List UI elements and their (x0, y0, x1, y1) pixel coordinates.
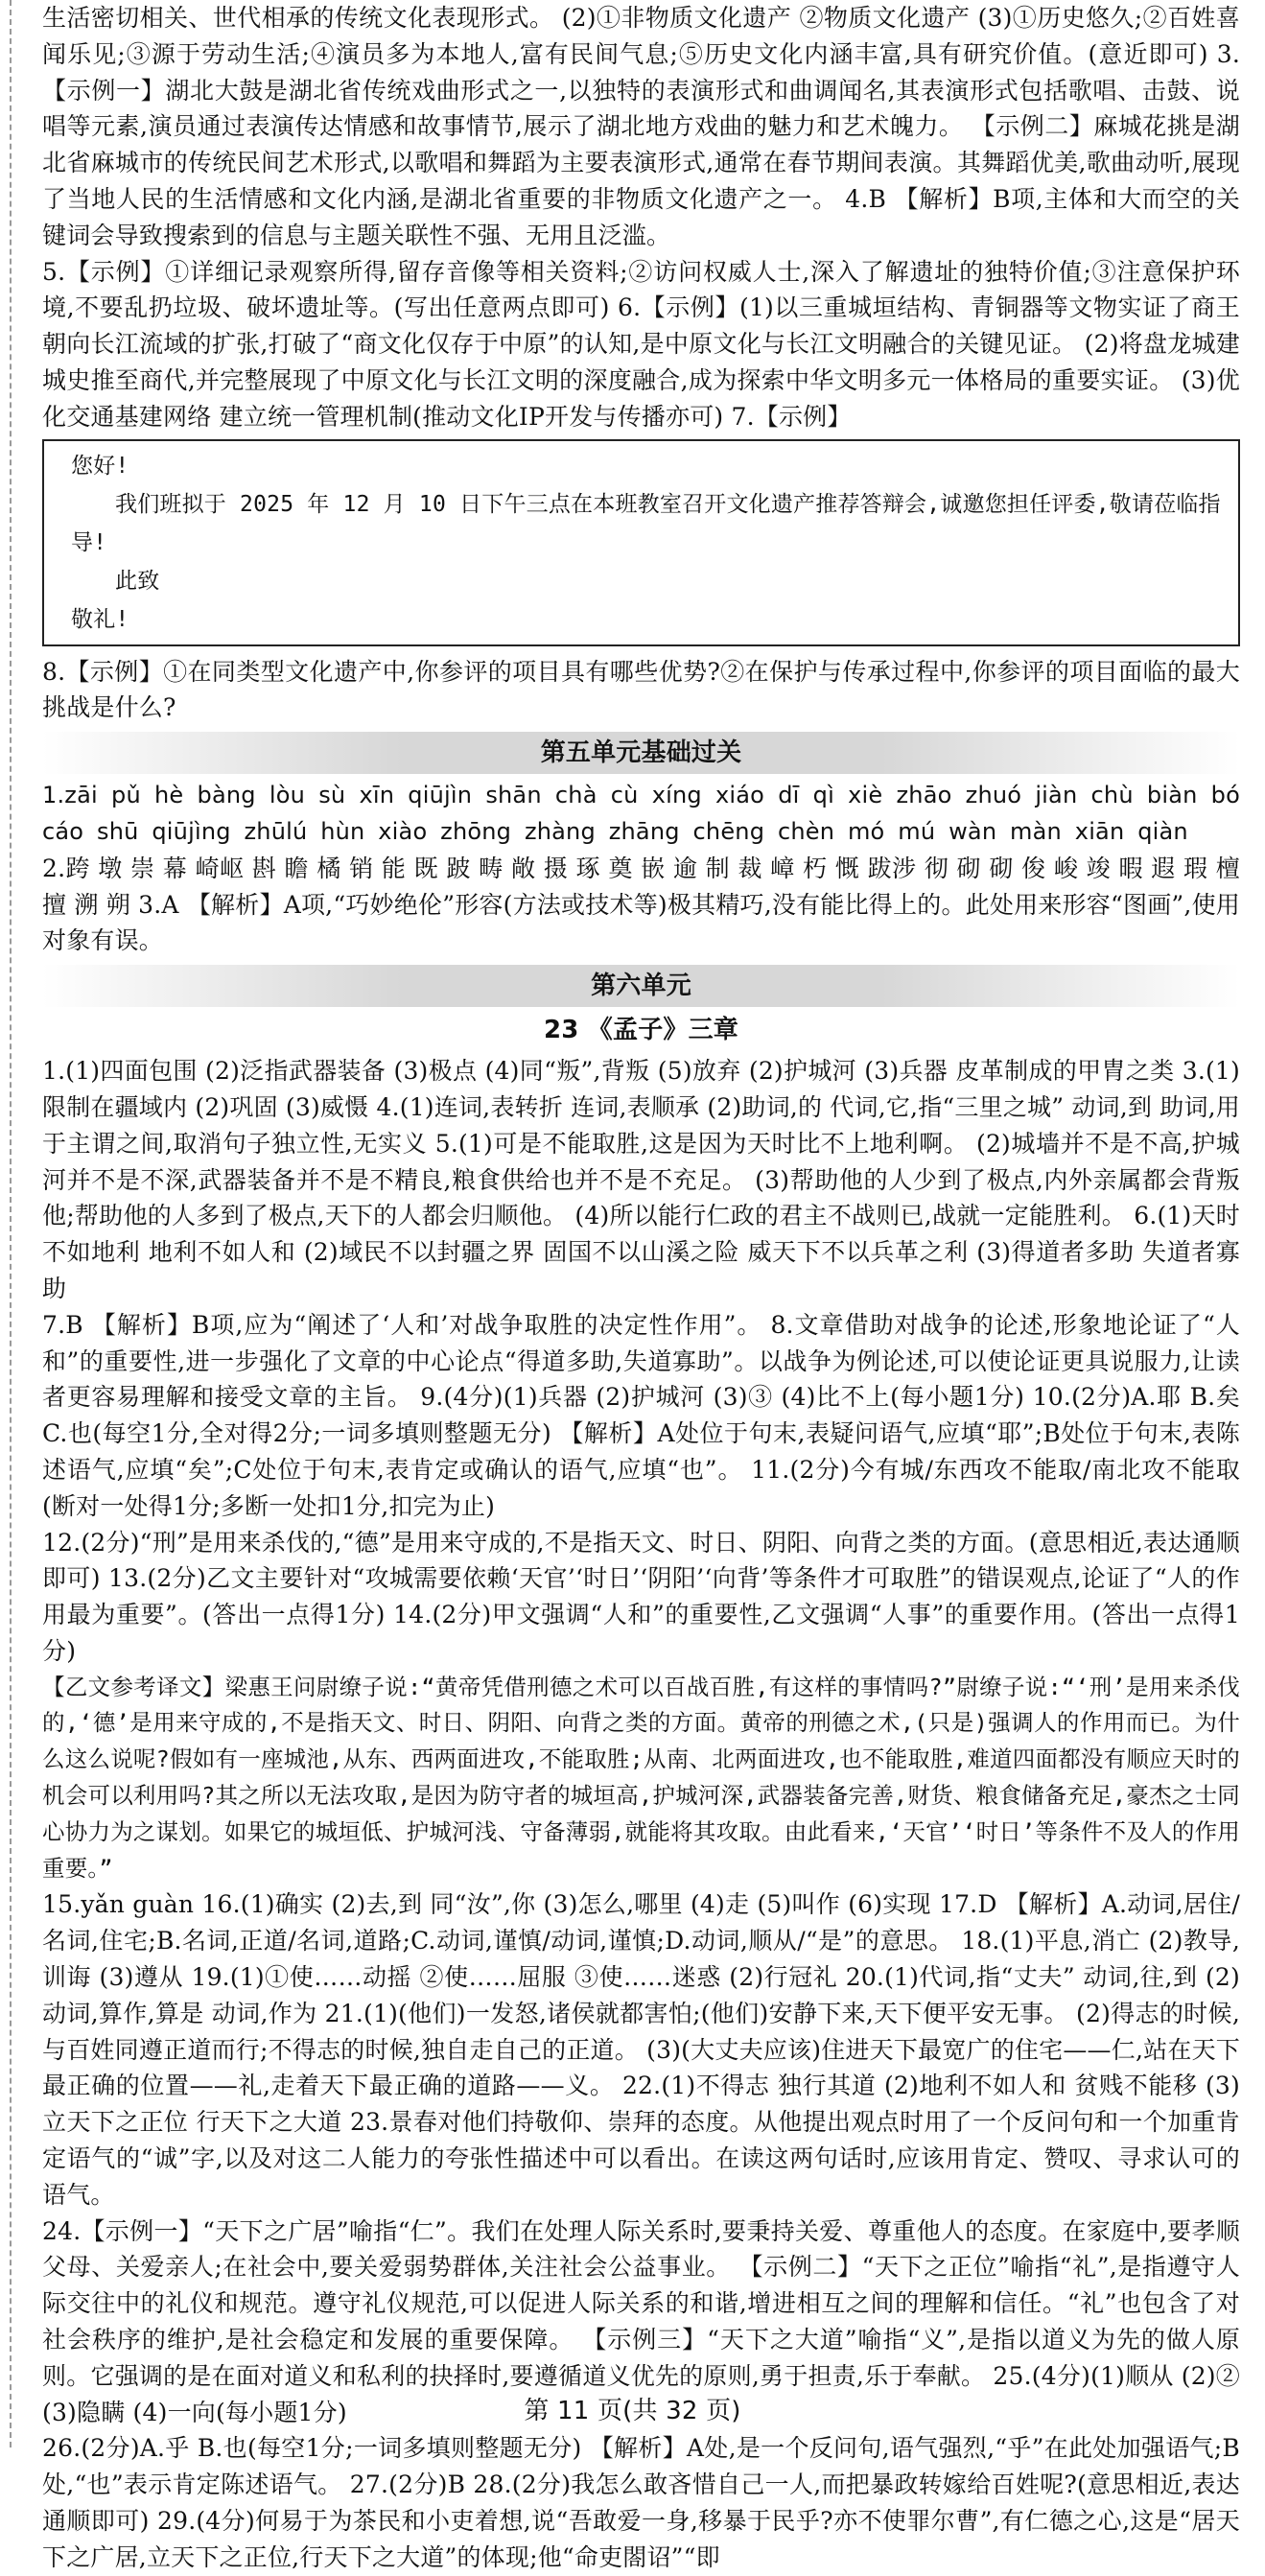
unit5-pinyin: 1.zāi pǔ hè bàng lòu sù xīn qiūjìn shān chà cù xíng xiáo dī qì xiè zhāo zhuó jiàn chù biàn bó cáo shū qiūjìng zhūlú hùn xiào zhōng zhàng zhāng chēng chèn mó mú wàn màn xiān qiàn (42, 782, 1240, 845)
item-8-answer: 8.【示例】①在同类型文化遗产中,你参评的项目具有哪些优势?②在保护与传承过程中,你参评的项目面临的最大挑战是什么? (42, 657, 1240, 722)
invitation-letter-box (42, 439, 1240, 646)
lesson-23-answers-4: 15.yǎn guàn 16.(1)确实 (2)去,到 同“汝”,你 (3)怎么,哪里 (4)走 (5)叫作 (6)实现 17.D 【解析】A.动词,居住/名词,住宅;B.名词,正道/名词,道路;C.动词,谨慎/动词,谨慎;D.动词,顺从/“是”的意思。 18.(1)平息,消亡 (2)教导,训诲 (3)遵从 19.(1)①使……动摇 ②使……屈服 ③使……迷惑 (2)行冠礼 20.(1)代词,指“丈夫” 动词,往,到 (2)动词,算作,算是 动词,作为 21.(1)(他们)一发怒,诸侯就都害怕;(他们)安静下来,天下便平安无事。 (2)得志的时候,与百姓同遵正道而行;不得志的时候,独自走自己的正道。 (3)(大丈夫应该)住进天下最宽广的住宅——仁,站在天下最正确的位置——礼,走着天下最正确的道路——义。 22.(1)不得志 独行其道 (2)地利不如人和 贫贱不能移 (3)立天下之正位 行天下之大道 23.景春对他们持敬仰、崇拜的态度。从他提出观点时用了一个反问句和一个加重肯定语气的“诚”字,以及对这二人能力的夸张性描述中可以看出。在读这两句话时,应该用肯定、赞叹、寻求认可的语气。 (42, 1890, 1240, 2209)
lesson-23-answers-2: 7.B 【解析】B项,应为“阐述了‘人和’对战争取胜的决定性作用”。 8.文章借助对战争的论述,形象地论证了“人和”的重要性,进一步强化了文章的中心论点“得道多助,失道寡助”。以战争为例论述,可以使论证更具说服力,让读者更容易理解和接受文章的主旨。 9.(4分)(1)兵器 (2)护城河 (3)③ (4)比不上(每小题1分) 10.(2分)A.耶 B.矣 C.也(每空1分,全对得2分;一词多填则整题无分) 【解析】A处位于句末,表疑问语气,应填“耶”;B处位于句末,表陈述语气,应填“矣”;C处位于句末,表肯定或确认的语气,应填“也”。 11.(2分)今有城/东西攻不能取/南北攻不能取(断对一处得1分;多断一处扣1分,扣完为止) (42, 1310, 1240, 1520)
binding-cut-line (10, 0, 12, 2447)
lesson-23-answers-5: 24.【示例一】“天下之广居”喻指“仁”。我们在处理人际关系时,要秉持关爱、尊重他人的态度。在家庭中,要孝顺父母、关爱亲人;在社会中,要关爱弱势群体,关注社会公益事业。 【示例二】“天下之正位”喻指“礼”,是指遵守人际交往中的礼仪和规范。遵守礼仪规范,可以促进人际关系的和谐,增进相互之间的理解和信任。“礼”也包含了对社会秩序的维护,是社会稳定和发展的重要保障。 【示例三】“天下之大道”喻指“义”,是指以道义为先的做人原则。它强调的是在面对道义和私利的抉择时,要遵循道义优先的原则,勇于担责,乐于奉献。 25.(4分)(1)顺从 (2)② (3)隐瞒 (4)一向(每小题1分) (42, 2216, 1240, 2426)
unit4-answers-1: 生活密切相关、世代相承的传统文化表现形式。 (2)①非物质文化遗产 ②物质文化遗产 (3)①历史悠久;②百姓喜闻乐见;③源于劳动生活;④演员多为本地人,富有民间气息;⑤历史文化内涵丰富,具有研究价值。(意近即可) 3.【示例一】湖北大鼓是湖北省传统戏曲形式之一,以独特的表演形式和曲调闻名,其表演形式包括歌唱、击鼓、说唱等元素,演员通过表演传达情感和故事情节,展示了湖北地方戏曲的魅力和艺术魄力。 【示例二】麻城花挑是湖北省麻城市的传统民间艺术形式,以歌唱和舞蹈为主要表演形式,通常在春节期间表演。其舞蹈优美,歌曲动听,展现了当地人民的生活情感和文化内涵,是湖北省重要的非物质文化遗产之一。 4.B 【解析】B项,主体和大而空的关键词会导致搜索到的信息与主题关联性不强、无用且泛滥。 (42, 4, 1240, 249)
letter-closing-2: 敬礼! (71, 606, 129, 632)
page-footer: 第 11 页(共 32 页) (524, 2397, 741, 2426)
unit5-title: 第五单元基础过关 (42, 732, 1240, 774)
unit4-answers-2: 5.【示例】①详细记录观察所得,留存音像等相关资料;②访问权威人士,深入了解遗址的独特价值;③注意保护环境,不要乱扔垃圾、破坏遗址等。(写出任意两点即可) 6.【示例】(1)以三重城垣结构、青铜器等文物实证了商王朝向长江流域的扩张,打破了“商文化仅存于中原”的认知,是中原文化与长江文明融合的关键见证。 (2)将盘龙城建城史推至商代,并完整展现了中原文化与长江文明的深度融合,成为探索中华文明多元一体格局的重要实证。 (3)优化交通基建网络 建立统一管理机制(推动文化IP开发与传播亦可) 7.【示例】 (42, 257, 1240, 431)
letter-greeting: 您好! (71, 453, 129, 479)
lesson-23-title: 23 《孟子》三章 (543, 1016, 739, 1045)
unit6-title: 第六单元 (42, 965, 1240, 1007)
lesson-23-answers-1: 1.(1)四面包围 (2)泛指武器装备 (3)极点 (4)同“叛”,背叛 (5)放弃 (2)护城河 (3)兵器 皮革制成的甲胄之类 3.(1)限制在疆域内 (2)巩固 (3)威慑 4.(1)连词,表转折 连词,表顺承 (2)助词,的 代词,它,指“三里之城” 动词,到 助词,用于主谓之间,取消句子独立性,无实义 5.(1)可是不能取胜,这是因为天时比不上地利啊。 (2)城墙并不是不高,护城河并不是不深,武器装备并不是不精良,粮食供给也并不是不充足。 (3)帮助他的人少到了极点,内外亲属都会背叛他;帮助他的人多到了极点,天下的人都会归顺他。 (4)所以能行仁政的君主不战则已,战就一定能胜利。 6.(1)天时不如地利 地利不如人和 (2)域民不以封疆之界 固国不以山溪之险 威天下不以兵革之利 (3)得道者多助 失道者寡助 (42, 1057, 1240, 1302)
letter-body: 我们班拟于 2025 年 12 月 10 日下午三点在本班教室召开文化遗产推荐答辩会,诚邀您担任评委,敬请莅临指导! (71, 491, 1221, 555)
reference-translation: 【乙文参考译文】梁惠王问尉缭子说:“黄帝凭借刑德之术可以百战百胜,有这样的事情吗?”尉缭子说:“‘刑’是用来杀伐的,‘德’是用来守成的,不是指天文、时日、阴阳、向背之类的方面。黄帝的刑德之术,(只是)强调人的作用而已。为什么这么说呢?假如有一座城池,从东、西两面进攻,不能取胜;从南、北两面进攻,也不能取胜,难道四面都没有顺应天时的机会可以利用吗?其之所以无法攻取,是因为防守者的城垣高,护城河深,武器装备完善,财货、粮食储备充足,豪杰之士同心协力为之谋划。如果它的城垣低、护城河浅、守备薄弱,就能将其攻取。由此看来,‘天官’‘时日’等条件不及人的作用重要。” (42, 1673, 1240, 1882)
lesson-23-answers-6: 26.(2分)A.乎 B.也(每空1分;一词多填则整题无分) 【解析】A处,是一个反问句,语气强烈,“乎”在此处加强语气;B处,“也”表示肯定陈述语气。 27.(2分)B 28.(2分)我怎么敢吝惜自己一人,而把暴政转嫁给百姓呢?(意思相近,表达通顺即可) 29.(4分)何易于为茶民和小吏着想,说“吾敢爱一身,移暴于民乎?亦不使罪尔曹”,有仁德之心,这是“居天下之广居,立天下之正位,行天下之大道”的体现;他“命吏閤诏”“即 (42, 2434, 1240, 2571)
letter-closing-1: 此致 (115, 568, 160, 594)
lesson-23-answers-3: 12.(2分)“刑”是用来杀伐的,“德”是用来守成的,不是指天文、时日、阴阳、向背之类的方面。(意思相近,表达通顺即可) 13.(2分)乙文主要针对“攻城需要依赖‘天官’‘时日’‘阴阳’‘向背’等条件才可取胜”的错误观点,论证了“人的作用最为重要”。(答出一点得1分) 14.(2分)甲文强调“人和”的重要性,乙文强调“人事”的重要作用。(答出一点得1分) (42, 1528, 1240, 1665)
unit5-answers: 2.跨 墩 崇 幕 崎岖 斟 瞻 橘 销 能 既 跛 畴 敞 摄 琢 奠 嵌 逾 制 裁 嶂 朽 慨 跋涉 彻 砌 砌 俊 峻 竣 暇 遐 瑕 檀 擅 溯 朔 3.A 【解析】A项,“巧妙绝伦”形容(方法或技术等)极其精巧,没有能比得上的。此处用来形容“图画”,使用对象有误。 (42, 854, 1240, 955)
